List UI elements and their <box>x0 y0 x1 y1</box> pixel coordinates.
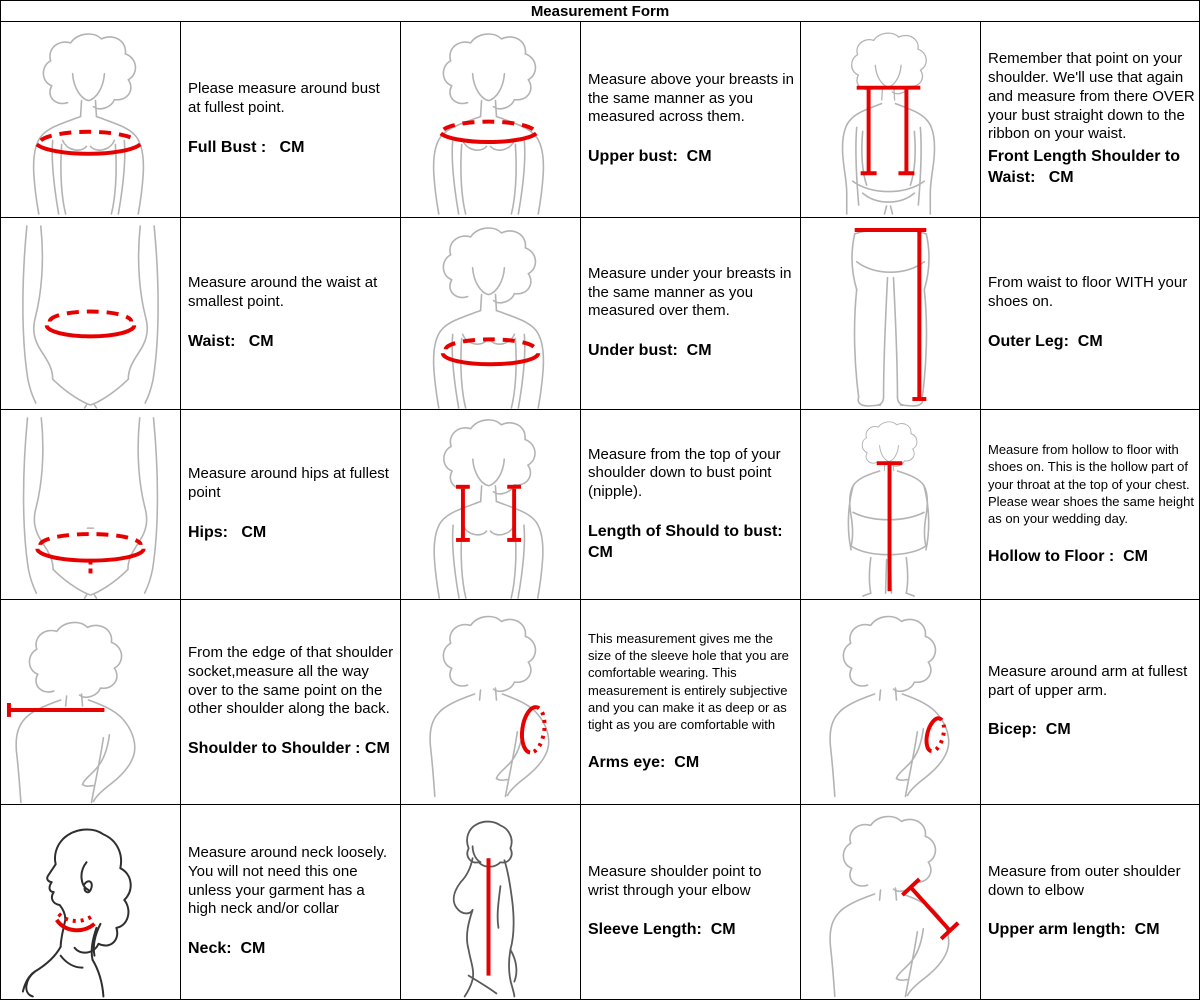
under-bust-figure <box>401 218 580 409</box>
arms-eye-cell <box>581 600 801 805</box>
upper-arm-cell <box>981 805 1200 999</box>
measurement-label: Waist: CM <box>188 332 274 350</box>
figure-cell <box>401 22 581 218</box>
front-length-figure <box>801 22 980 217</box>
figure-cell <box>1 410 181 600</box>
arms-eye-figure <box>401 600 580 804</box>
instruction-text: Measure around hips at fullest point <box>188 465 389 502</box>
instruction-text: Measure under your breasts in the same manner as you measured over them. <box>588 264 792 320</box>
under-bust-cell <box>581 218 801 410</box>
hips-figure <box>1 410 180 599</box>
instruction-text: Measure from outer shoulder down to elbow <box>988 862 1181 899</box>
measurement-label: Upper arm length: CM <box>988 921 1160 939</box>
sleeve-length-cell <box>581 805 801 999</box>
figure-cell <box>1 600 181 805</box>
measurement-label: Length of Should to bust: CM <box>588 522 792 561</box>
instruction-text: This measurement gives me the size of the sleeve hole that you are comfortable wearing. This measurement is entirely subjective and you can make it as deep or as tight as you are comfortable with <box>588 631 789 732</box>
measurement-label: Arms eye: CM <box>588 754 700 772</box>
outer-leg-cell <box>981 218 1200 410</box>
figure-cell <box>801 22 981 218</box>
measurement-table <box>1 22 1199 999</box>
neck-cell <box>181 805 401 999</box>
figure-cell <box>1 22 181 218</box>
hips-cell <box>181 410 401 600</box>
hollow-to-floor-figure <box>801 410 980 599</box>
measurement-label: Sleeve Length: CM <box>588 921 736 939</box>
instruction-text: Measure from hollow to floor with shoes on. This is the hollow part of your throat at the top of your chest. Please wear shoes the same height as on your wedding day. <box>988 442 1194 526</box>
measurement-label: Front Length Shoulder to Waist: CM <box>988 148 1185 186</box>
outer-leg-figure <box>801 218 980 409</box>
upper-bust-cell <box>581 22 801 218</box>
measurement-label: Shoulder to Shoulder : CM <box>188 740 390 758</box>
upper-bust-figure <box>401 22 580 217</box>
neck-figure <box>1 805 180 999</box>
waist-cell <box>181 218 401 410</box>
shoulder-to-bust-figure <box>401 410 580 599</box>
instruction-text: Measure around arm at fullest part of upper arm. <box>988 662 1188 699</box>
figure-cell <box>401 600 581 805</box>
instruction-text: Measure from the top of your shoulder down to bust point (nipple). <box>588 445 781 501</box>
figure-cell <box>401 805 581 999</box>
shoulder-to-shoulder-cell <box>181 600 401 805</box>
figure-cell <box>1 805 181 999</box>
front-length-cell <box>981 22 1200 218</box>
measurement-label: Hips: CM <box>188 523 267 541</box>
measurement-label: Under bust: CM <box>588 342 712 360</box>
figure-cell <box>1 218 181 410</box>
measurement-label: Upper bust: CM <box>588 148 712 166</box>
instruction-text: Measure shoulder point to wrist through your elbow <box>588 862 762 899</box>
page-title: Measurement Form <box>1 1 1199 22</box>
figure-cell <box>401 218 581 410</box>
measurement-label: Neck: CM <box>188 940 266 958</box>
measurement-label: Bicep: CM <box>988 721 1071 739</box>
figure-cell <box>801 600 981 805</box>
instruction-text: Measure around neck loosely. You will not need this one unless your garment has a high neck and/or collar <box>188 844 387 918</box>
instruction-text: Remember that point on your shoulder. We'll use that again and measure from there OVER your bust straight down to the ribbon on your waist. <box>988 50 1195 143</box>
sleeve-length-figure <box>401 805 580 999</box>
waist-figure <box>1 218 180 409</box>
measurement-label: Outer Leg: CM <box>988 332 1103 350</box>
full-bust-figure <box>1 22 180 217</box>
full-bust-cell <box>181 22 401 218</box>
measurement-label: Hollow to Floor : CM <box>988 547 1148 565</box>
shoulder-to-bust-cell <box>581 410 801 600</box>
instruction-text: Please measure around bust at fullest point. <box>188 80 380 117</box>
figure-cell <box>801 805 981 999</box>
figure-cell <box>801 218 981 410</box>
bicep-figure <box>801 600 980 804</box>
instruction-text: From the edge of that shoulder socket,measure all the way over to the same point on the other shoulder along the back. <box>188 644 394 718</box>
instruction-text: Measure above your breasts in the same manner as you measured across them. <box>588 70 794 126</box>
measurement-label: Full Bust : CM <box>188 138 305 156</box>
upper-arm-figure <box>801 805 980 999</box>
hollow-to-floor-cell <box>981 410 1200 600</box>
shoulder-to-shoulder-figure <box>1 600 180 804</box>
figure-cell <box>801 410 981 600</box>
bicep-cell <box>981 600 1200 805</box>
instruction-text: From waist to floor WITH your shoes on. <box>988 274 1188 311</box>
instruction-text: Measure around the waist at smallest point. <box>188 274 378 311</box>
figure-cell <box>401 410 581 600</box>
